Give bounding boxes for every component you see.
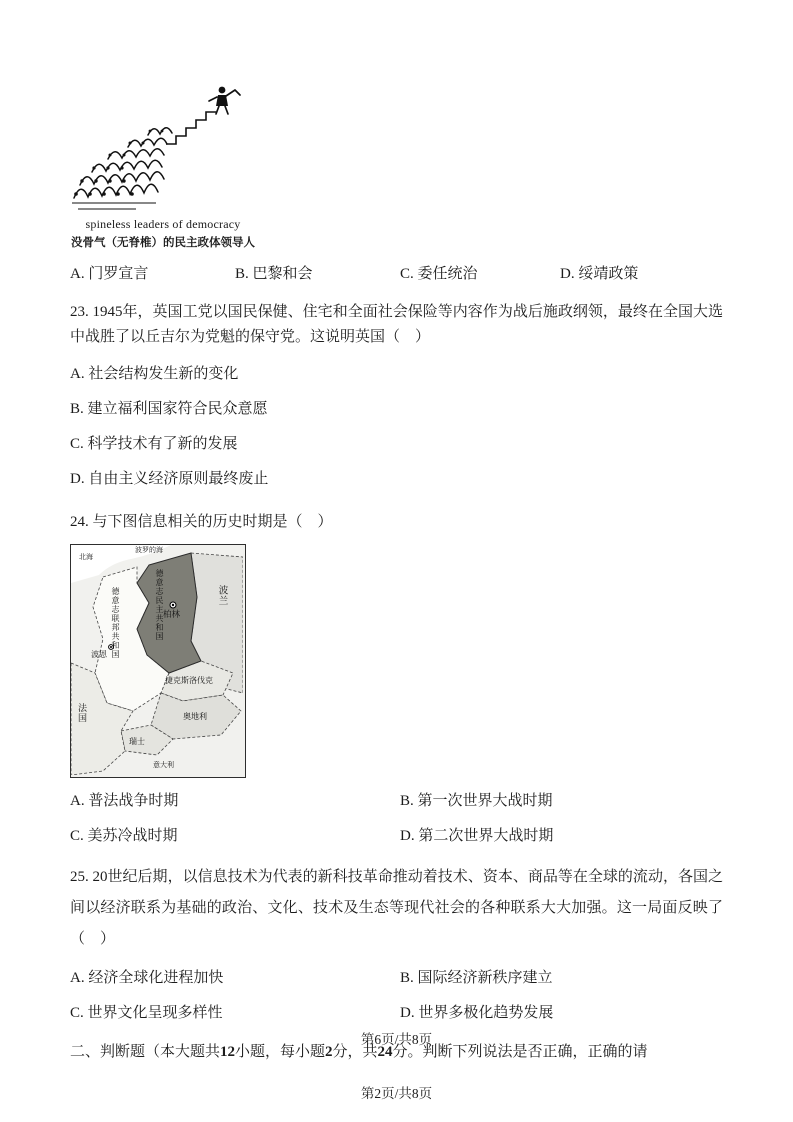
q23-option-d: D. 自由主义经济原则最终废止 <box>70 471 269 487</box>
q22-option-c: C. 委任统治 <box>400 266 478 282</box>
q24-option-b: B. 第一次世界大战时期 <box>400 793 553 809</box>
q24-option-d: D. 第二次世界大战时期 <box>400 828 554 844</box>
q24-map-figure <box>70 544 246 778</box>
q25-option-b: B. 国际经济新秩序建立 <box>400 970 553 986</box>
map-label-italy: 意大利 <box>153 762 174 769</box>
map-label-berlin: 柏林 <box>163 609 181 619</box>
q22-option-b: B. 巴黎和会 <box>235 266 313 282</box>
section2-count: 12 <box>220 1044 236 1060</box>
map-label-france: 法国 <box>77 703 87 723</box>
section2-points-each: 2 <box>325 1044 333 1060</box>
section2-seg-4: 分，共 <box>332 1044 378 1060</box>
map-label-north-sea: 北海 <box>79 554 93 561</box>
q24-option-c: C. 美苏冷战时期 <box>70 828 178 844</box>
q24-options <box>70 790 723 847</box>
outer-page-number: 第2页/共8页 <box>360 1086 433 1101</box>
map-label-austria: 奥地利 <box>183 712 207 721</box>
q23-option-b: B. 建立福利国家符合民众意愿 <box>70 401 268 417</box>
map-label-poland: 波兰 <box>216 585 228 606</box>
q22-option-d: D. 绥靖政策 <box>560 266 639 282</box>
section2-seg-6: 分。判断下列说法是否正确，正确的请 <box>392 1044 648 1060</box>
q22-cartoon-figure <box>70 86 256 250</box>
q25-options <box>70 967 723 1024</box>
cartoon-image <box>70 86 246 216</box>
map-label-baltic-sea: 波罗的海 <box>135 547 163 554</box>
inner-page-number: 第6页/共8页 <box>360 1032 433 1047</box>
q23-option-c: C. 科学技术有了新的发展 <box>70 436 238 452</box>
q24-option-a: A. 普法战争时期 <box>70 793 179 809</box>
map-label-bonn: 波恩 <box>91 650 107 659</box>
section2-seg-0: 二、判断题（本大题共 <box>70 1044 221 1060</box>
q22-option-a: A. 门罗宣言 <box>70 266 149 282</box>
q25-option-a: A. 经济全球化进程加快 <box>70 970 224 986</box>
page-content <box>70 86 723 1064</box>
q23-options <box>70 363 723 490</box>
section2-points-total: 24 <box>377 1044 393 1060</box>
q25-option-c: C. 世界文化呈现多样性 <box>70 1005 223 1021</box>
q22-options-row <box>70 263 723 285</box>
cartoon-caption-chinese: 没骨气（无脊椎）的民主政体领导人 <box>71 237 255 249</box>
map-label-switzerland: 瑞士 <box>129 737 145 746</box>
leader-figure <box>209 87 240 114</box>
section2-seg-2: 小题，每小题 <box>235 1044 326 1060</box>
map-label-frg: 德意志联邦共和国 <box>111 587 120 659</box>
map-label-gdr: 德意志民主共和国 <box>155 569 164 641</box>
q25-option-d: D. 世界多极化趋势发展 <box>400 1005 554 1021</box>
map-label-czechoslovakia: 捷克斯洛伐克 <box>165 676 213 685</box>
q23-option-a: A. 社会结构发生新的变化 <box>70 366 239 382</box>
q23-text: 23. 1945年，英国工党以国民保健、住宅和全面社会保险等内容作为战后施政纲领，最终在全国大选中战胜了以丘吉尔为党魁的保守党。这说明英国（ ） <box>70 304 723 345</box>
q25-text: 25. 20世纪后期，以信息技术为代表的新科技革命推动着技术、资本、商品等在全球的流动，各国之间以经济联系为基础的政治、文化、技术及生态等现代社会的各种联系大大加强。这一局面反映了（ ） <box>70 869 723 947</box>
berlin-marker <box>170 602 176 608</box>
q24-text: 24. 与下图信息相关的历史时期是（ ） <box>70 514 333 530</box>
cartoon-caption-english: spineless leaders of democracy <box>85 217 241 231</box>
